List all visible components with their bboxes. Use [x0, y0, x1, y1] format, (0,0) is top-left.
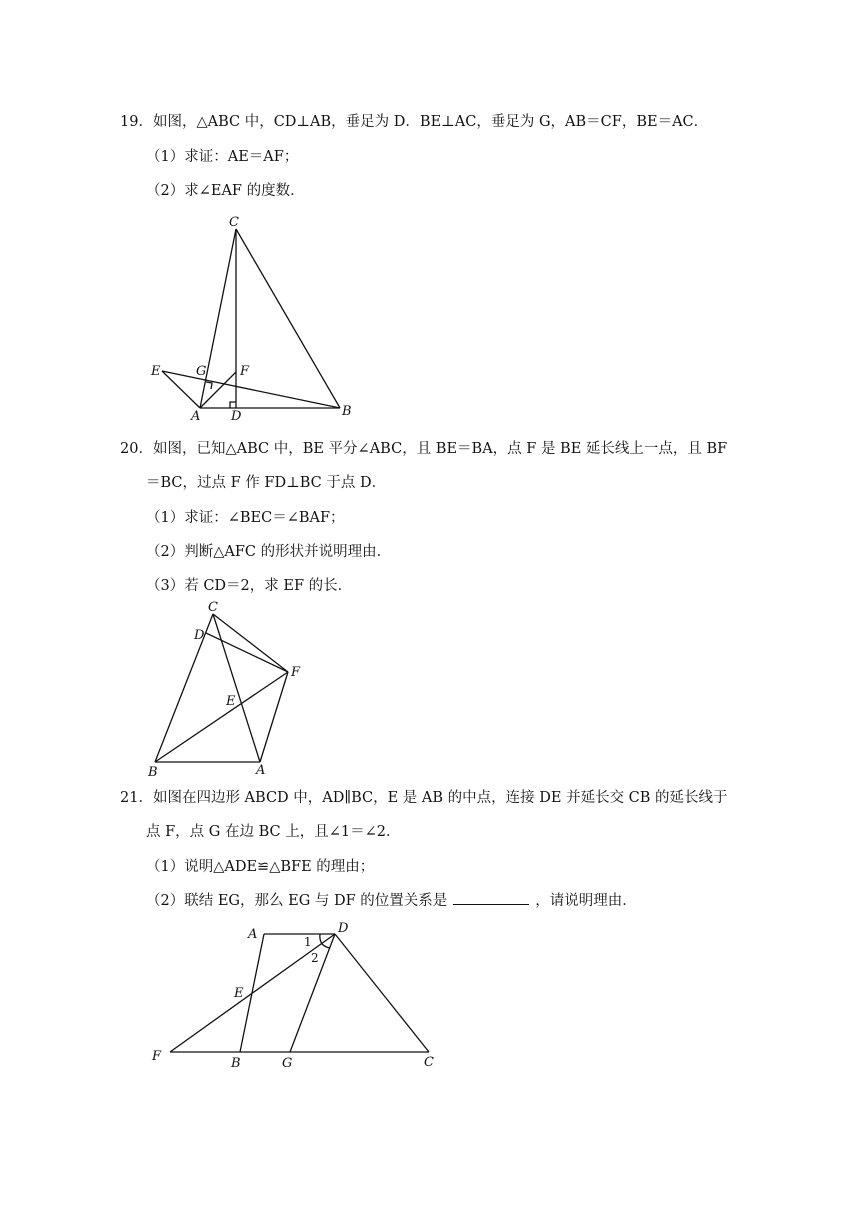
q21-stem-line2: 点 F，点 G 在边 BC 上，且∠1＝∠2．: [146, 824, 401, 840]
q21-label-b: B: [231, 1056, 241, 1071]
q20-stem-line2: ＝BC，过点 F 作 FD⊥BC 于点 D．: [146, 475, 387, 491]
q20-part3: （3）若 CD＝2，求 EF 的长．: [146, 578, 353, 594]
q21-angle-1-arc: [320, 934, 322, 944]
q19-label-b: B: [342, 404, 352, 419]
q21-part1: （1）说明△ADE≌△BFE 的理由；: [146, 859, 375, 875]
q19-label-f: F: [240, 364, 250, 379]
q21-label-angle-2: 2: [311, 951, 319, 965]
q20-part2: （2）判断△AFC 的形状并说明理由．: [146, 544, 392, 560]
q20-label-b: B: [148, 765, 158, 780]
q19-label-e: E: [151, 364, 161, 379]
q21-label-f: F: [152, 1049, 162, 1064]
q19-label-d: D: [231, 409, 242, 424]
q20-label-f: F: [291, 665, 301, 680]
q21-label-g: G: [282, 1056, 293, 1071]
q21-label-d: D: [338, 921, 349, 936]
q21-label-a: A: [248, 927, 258, 942]
q19-stem: 19．如图，△ABC 中，CD⊥AB，垂足为 D．BE⊥AC，垂足为 G，AB＝CF，BE＝AC．: [120, 114, 709, 130]
q19-part1: （1）求证：AE＝AF；: [146, 149, 299, 165]
q21-label-c: C: [424, 1055, 434, 1070]
q21-label-e: E: [234, 986, 244, 1001]
q19-label-g: G: [196, 364, 207, 379]
q21-label-angle-1: 1: [304, 935, 312, 949]
q19-part2: （2）求∠EAF 的度数．: [146, 183, 305, 199]
q20-label-e: E: [226, 694, 236, 709]
q20-label-a: A: [256, 763, 266, 778]
q21-segment-dc: [335, 934, 429, 1052]
q20-stem-line1: 20．如图，已知△ABC 中，BE 平分∠ABC，且 BE＝BA，点 F 是 BE 延长线上一点，且 BF: [120, 441, 728, 457]
q20-part1: （1）求证：∠BEC＝∠BAF；: [146, 510, 345, 526]
q21-part2-text-end: ，请说明理由．: [535, 893, 637, 909]
q20-label-d: D: [194, 628, 205, 643]
q20-label-c: C: [208, 600, 218, 615]
q21-part2-text: （2）联结 EG，那么 EG 与 DF 的位置关系是: [146, 893, 448, 909]
q21-stem-line1: 21．如图在四边形 ABCD 中，AD∥BC，E 是 AB 的中点，连接 DE 并延长交 CB 的延长线于: [120, 790, 728, 806]
q19-label-c: C: [229, 215, 239, 230]
q19-label-a: A: [191, 409, 201, 424]
q21-angle-2-arc: [322, 944, 330, 948]
